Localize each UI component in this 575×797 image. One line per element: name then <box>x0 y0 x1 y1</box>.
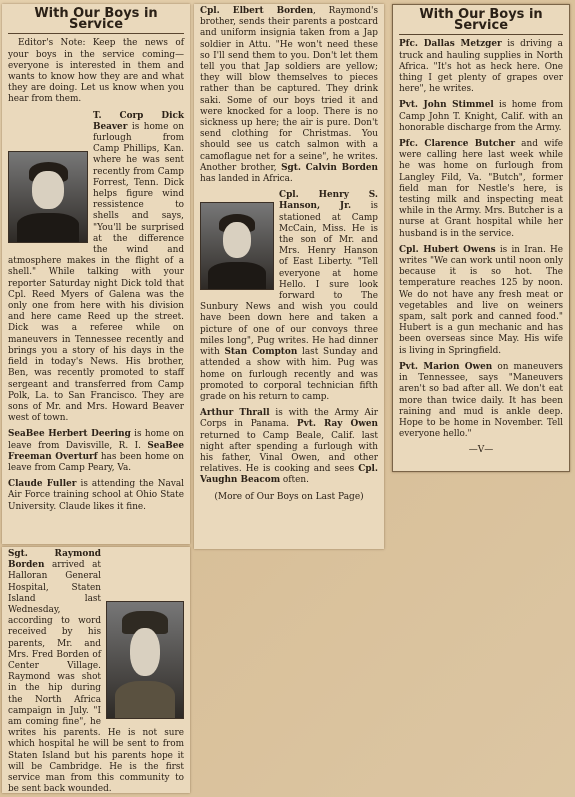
clipping-borden <box>2 547 190 793</box>
column-heading: With Our Boys in Service <box>8 6 184 34</box>
editors-note: Editor's Note: Keep the news of your boys in the service coming—everyone is interested in them and wants to know how they are and what they are doing. Let us know when you hear from them. <box>8 38 184 105</box>
soldier-name: T. Corp Dick Beaver <box>93 110 184 132</box>
column-heading: With Our Boys in Service <box>399 7 563 35</box>
article-hubert-owens: Cpl. Hubert Owens is in Iran. He writes "We can work until noon only because it is so hot. The temperature reaches 125 by noon. We do not have any fresh meat or vegetables and live on weiners spam, salt pork and canned food." Hubert is a gun mechanic and has been overseas since May. His wife is living in Springfield. <box>399 244 563 356</box>
clipping-column-1 <box>2 4 190 544</box>
portrait-photo <box>200 202 274 290</box>
article-raymond-borden: Sgt. Raymond Borden arrived at Halloran General Hospital, Staten Island last Wednesday, according to word received by his parents, Mr. and Mrs. Fred Borden of Center Village. Raymond was shot in the hip during the North Africa campaign in July. "I am coming fine", he writes his parents. He is not sure which hospital he will be sent to from Staten Island but his parents hope it will be Cambridge. He is the first service man from this community to be sent back wounded. <box>8 549 184 793</box>
end-mark: —V— <box>468 445 494 456</box>
article-metzger: Pfc. Dallas Metzger is driving a truck and hauling supplies in North Africa. "It's hot as heck here. One thing I get plenty of grapes over here", he writes. <box>399 39 563 95</box>
clipping-column-2 <box>194 4 384 549</box>
article-deering: SeaBee Herbert Deering is home on leave from Davisville, R. I. SeaBee Freeman Overturf has been home on leave from Camp Peary, Va. <box>8 429 184 473</box>
continued-note: (More of Our Boys on Last Page) <box>214 491 364 502</box>
portrait-photo-uniform <box>106 601 184 719</box>
article-hanson: Cpl. Henry S. Hanson, Jr. is stationed at Camp McCain, Miss. He is the son of Mr. and Mrs. Henry Hanson of East Liberty. "Tell everyone at home Hello. I sure look forward to The Sunbury News and wish you could have been down here and taken a picture of one of our convoys three miles long", Pug writes. He had dinner with Stan Compton last Sunday and attended a show with him. Pug was home on furlough recently and was promoted to corporal technician fifth grade on his return to camp. <box>200 190 378 402</box>
article-beaver: T. Corp Dick Beaver is home on furlough from Camp Phillips, Kan. where he was sent recently from Camp Forrest, Tenn. Dick helps figure wind ressistence to shells and says, "You'll be surprised at the difference the wind and atmosphere makes in the flight of a shell." While talking with your reporter Saturday night Dick told that Cpl. Reed Myers of Galena was the only one from here with his division and here came Reed up the street. Dick was a referee while on maneuvers in Tennessee recently and brings you a story of his days in the field in today's News. His brother, Ben, was recently promoted to staff sergeant and transferred from Camp Polk, La. to San Francisco. They are sons of Mr. and Mrs. Howard Beaver west of town. <box>8 110 184 424</box>
article-thrall-owen: Arthur Thrall is with the Army Air Corps in Panama. Pvt. Ray Owen returned to Camp Beale, Calif. last night after spending a furlough with his father, Vinal Owen, and other relatives. He is cooking and sees Cpl. Vaughn Beacom often. <box>200 408 378 486</box>
article-butcher: Pfc. Clarence Butcher and wife were calling here last week while he was home on furlough from Langley Fild, Va. "Butch", former field man for Nestle's here, is testing milk and inspecting meat while in the Army. Mrs. Butcher is a nurse at Grant hospital while her husband is in the service. <box>399 139 563 239</box>
article-marion-owen: Pvt. Marion Owen on maneuvers in Tennessee, says "Maneuvers aren't so bad after all. We don't eat more than twice daily. It has been raining and mud is ankle deep. Hope to be home in November. Tell everyone hello." <box>399 361 563 440</box>
article-stimmel: Pvt. John Stimmel is home from Camp John T. Knight, Calif. with an honorable discharge from the Army. <box>399 100 563 133</box>
portrait-photo <box>8 151 88 243</box>
clipping-column-3 <box>392 4 570 472</box>
article-elbert-borden: Cpl. Elbert Borden, Raymond's brother, sends their parents a postcard and uniform insignia taken from a Jap soldier in Attu. "He won't need these so I'll send them to you. Don't let them tell you that Jap soldiers are yellow; they will blow themselves to pieces rather than be captured. They drink saki. Some of our boys tried it and were knocked for a loop. There is no sickness up here; the air is pure. Don't send clothing for Christmas. You should see us catch salmon with a camoflague net for a seine", he writes. Another brother, Sgt. Calvin Borden has landed in Africa. <box>200 6 379 185</box>
article-fuller: Claude Fuller is attending the Naval Air Force training school at Ohio State University. Claude likes it fine. <box>8 479 184 512</box>
